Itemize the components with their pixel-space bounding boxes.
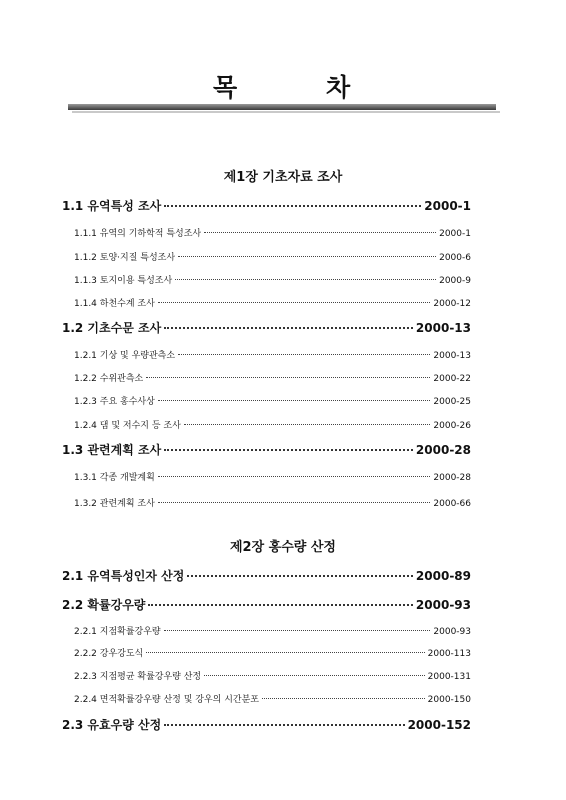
toc-leader [204, 675, 425, 676]
toc-entry[interactable] [62, 567, 471, 584]
toc-leader [158, 476, 431, 477]
toc-page: 2000-66 [433, 499, 471, 509]
toc-label: 1.3.2 관련계획 조사 [74, 499, 155, 509]
toc-page: 2000-1 [424, 199, 471, 213]
toc-label: 1.1.3 토지이용 특성조사 [74, 276, 173, 286]
toc-leader [164, 449, 413, 451]
toc-entry[interactable] [62, 197, 471, 214]
toc-leader [178, 354, 430, 355]
toc-page: 2000-13 [433, 351, 471, 361]
toc-leader [164, 630, 431, 631]
toc-entry[interactable] [62, 319, 471, 336]
toc-entry[interactable] [74, 496, 471, 509]
toc-entry[interactable] [74, 692, 471, 705]
toc-page: 2000-150 [427, 695, 471, 705]
toc-page: 2000-22 [433, 374, 471, 384]
toc-page: 2000-89 [415, 569, 471, 583]
toc-entry[interactable] [74, 394, 471, 407]
toc-entry[interactable] [74, 348, 471, 361]
title-part-2: 차 [326, 73, 352, 102]
toc-entry[interactable] [74, 624, 471, 637]
toc-leader [158, 302, 431, 303]
toc-entry[interactable] [74, 646, 471, 659]
toc-leader [178, 256, 436, 257]
page-title [0, 68, 566, 102]
toc-label: 1.1.4 하천수계 조사 [74, 299, 155, 309]
toc-label: 1.2.2 수위관측소 [74, 374, 144, 384]
toc-page: 2000-131 [427, 672, 471, 682]
chapter-1-heading: 제1장 기초자료 조사 [223, 170, 343, 185]
toc-label: 1.1.2 토양·지질 특성조사 [74, 253, 176, 263]
toc-page: 2000-6 [439, 253, 471, 263]
toc-page: 2000-152 [407, 718, 471, 732]
toc-leader [184, 424, 431, 425]
toc-label: 2.2.4 면적확률강우량 산정 및 강우의 시간분포 [74, 695, 260, 705]
toc-entry[interactable] [74, 470, 471, 483]
toc-entry[interactable] [74, 371, 471, 384]
toc-label: 2.2.1 지점확률강우량 [74, 627, 161, 637]
chapter-2-heading: 제2장 홍수량 산정 [229, 540, 336, 555]
toc-page: 2000-1 [439, 229, 471, 239]
title-part-1: 목 [213, 73, 239, 102]
toc-label: 1.2.3 주요 홍수사상 [74, 397, 155, 407]
toc-entry[interactable] [74, 250, 471, 263]
toc-label: 1.1 유역특성 조사 [62, 199, 162, 213]
toc-page: 2000-25 [433, 397, 471, 407]
toc-label: 1.3 관련계획 조사 [62, 443, 162, 457]
toc-leader [262, 698, 425, 699]
toc-entry[interactable] [62, 441, 471, 458]
toc-entry[interactable] [74, 418, 471, 431]
toc-page: 2000-28 [415, 443, 471, 457]
toc-entry[interactable] [62, 596, 471, 613]
toc-entry[interactable] [74, 669, 471, 682]
toc-leader [164, 724, 404, 726]
toc-label: 1.2.1 기상 및 우량관측소 [74, 351, 176, 361]
toc-page: 2000-9 [439, 276, 471, 286]
toc-leader [164, 327, 413, 329]
toc-leader [187, 575, 413, 577]
title-rule [68, 104, 496, 110]
toc-leader [148, 604, 413, 606]
toc-label: 2.2.3 지점평균 확률강우량 산정 [74, 672, 202, 682]
toc-entry[interactable] [74, 296, 471, 309]
toc-page: 2000-93 [433, 627, 471, 637]
toc-label: 1.3.1 각종 개발계획 [74, 473, 155, 483]
toc-page: 2000-113 [427, 649, 471, 659]
toc-page: 2000-28 [433, 473, 471, 483]
toc-leader [158, 400, 431, 401]
toc-label: 1.2.4 댐 및 저수지 등 조사 [74, 421, 181, 431]
toc-leader [146, 377, 430, 378]
toc-page: 2000-93 [415, 598, 471, 612]
toc-leader [146, 652, 424, 653]
toc-leader [175, 279, 436, 280]
toc-label: 2.2 확률강우량 [62, 598, 146, 612]
toc-leader [204, 232, 436, 233]
toc-page: 2000-13 [415, 321, 471, 335]
toc-entry[interactable] [62, 716, 471, 733]
toc-leader [164, 205, 421, 207]
toc-page: 2000-12 [433, 299, 471, 309]
toc-label: 1.1.1 유역의 기하학적 특성조사 [74, 229, 202, 239]
toc-page: 2000-26 [433, 421, 471, 431]
toc-label: 2.2.2 강우강도식 [74, 649, 144, 659]
toc-label: 2.3 유효우량 산정 [62, 718, 162, 732]
toc-entry[interactable] [74, 273, 471, 286]
toc-label: 1.2 기초수문 조사 [62, 321, 162, 335]
toc-entry[interactable] [74, 226, 471, 239]
toc-leader [158, 502, 431, 503]
toc-label: 2.1 유역특성인자 산정 [62, 569, 185, 583]
